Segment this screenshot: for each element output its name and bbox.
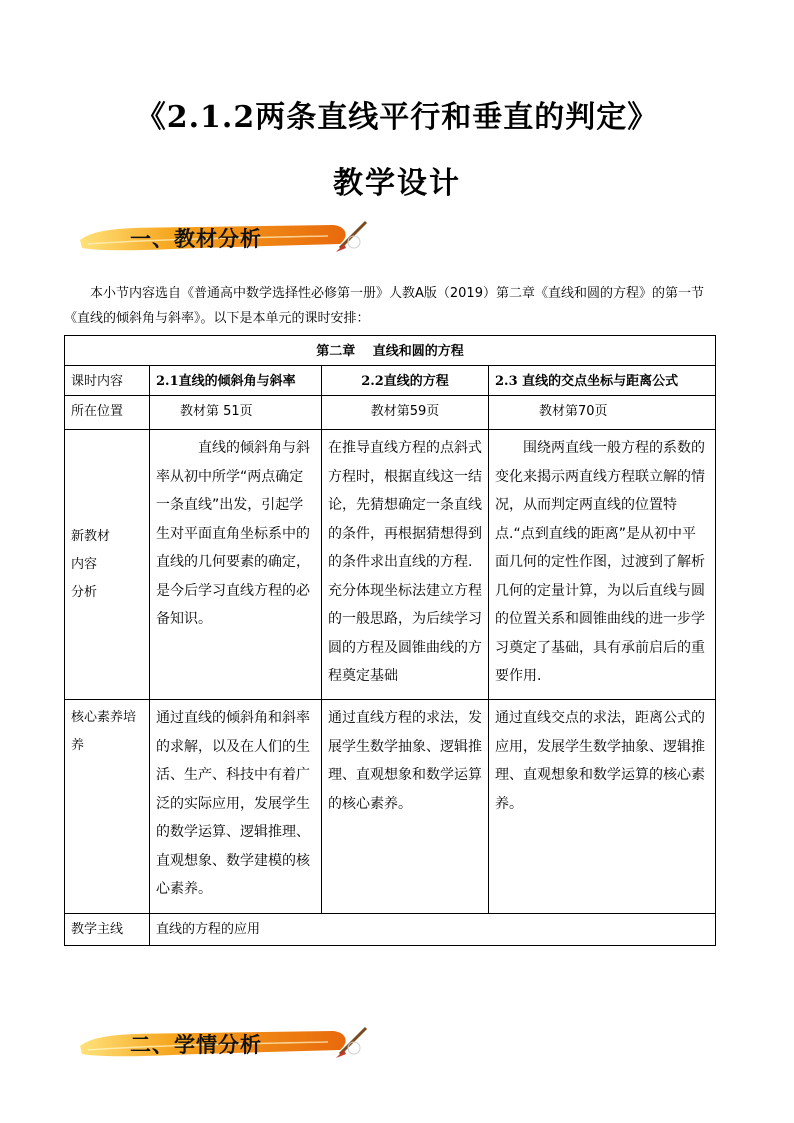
row-label: 核心素养培养 <box>65 700 150 914</box>
intro-paragraph: 本小节内容选自《普通高中数学选择性必修第一册》人教A版（2019）第二章《直线和圆的方程》的第一节《直线的倾斜角与斜率》。以下是本单元的课时安排： <box>64 286 704 326</box>
row-label-line: 新教材 <box>71 528 111 544</box>
table-cell: 教材第59页 <box>322 396 489 430</box>
table-cell: 在推导直线方程的点斜式方程时，根据直线这一结论，先猜想确定一条直线的条件，再根据猜想得到的条件求出直线的方程.充分体现坐标法建立方程的一般思路，为后续学习圆的方程及圆锥曲线的方程奠定基础 <box>322 430 489 700</box>
lesson-schedule-table <box>64 335 716 946</box>
document-title: 《2.1.2两条直线平行和垂直的判定》 <box>135 100 659 135</box>
row-label: 教学主线 <box>65 914 150 946</box>
document-subtitle: 教学设计 <box>333 166 461 201</box>
row-label-line: 内容 <box>71 556 98 572</box>
table-row <box>65 430 716 700</box>
table-cell: 教材第 51页 <box>150 396 322 430</box>
table-cell: 教材第70页 <box>489 396 716 430</box>
table-row <box>65 914 716 946</box>
table-row <box>65 336 716 366</box>
table-cell: 围绕两直线一般方程的系数的变化来揭示两直线方程联立解的情况，从而判定两直线的位置特点.“点到直线的距离”是从初中平面几何的定性作图，过渡到了解析几何的定量计算，为以后直线与圆的位置关系和圆锥曲线的进一步学习奠定了基础，具有承前启后的重要作用. <box>489 430 716 700</box>
section-banner-1 <box>78 218 378 258</box>
section-2-heading: 二、学情分析 <box>130 1033 262 1057</box>
section-banner-2 <box>78 1024 378 1064</box>
row-label <box>65 430 150 700</box>
column-heading: 2.1直线的倾斜角与斜率 <box>150 366 322 396</box>
column-heading: 2.2直线的方程 <box>322 366 489 396</box>
row-label: 课时内容 <box>65 366 150 396</box>
table-cell: 通过直线方程的求法，发展学生数学抽象、逻辑推理、直观想象和数学运算的核心素养。 <box>322 700 489 914</box>
table-row <box>65 700 716 914</box>
table-cell: 直线的方程的应用 <box>150 914 716 946</box>
row-label-line: 分析 <box>71 584 98 600</box>
table-row <box>65 366 716 396</box>
table-cell: 通过直线交点的求法，距离公式的应用，发展学生数学抽象、逻辑推理、直观想象和数学运算的核心素养。 <box>489 700 716 914</box>
chapter-heading-cell: 第二章 直线和圆的方程 <box>65 336 716 366</box>
row-label: 所在位置 <box>65 396 150 430</box>
table-cell: 通过直线的倾斜角和斜率的求解，以及在人们的生活、生产、科技中有着广泛的实际应用，发展学生的数学运算、逻辑推理、直观想象、数学建模的核心素养。 <box>150 700 322 914</box>
section-1-heading: 一、教材分析 <box>130 227 262 251</box>
table-cell: 直线的倾斜角与斜率从初中所学“两点确定一条直线”出发，引起学生对平面直角坐标系中的直线的几何要素的确定，是今后学习直线方程的必备知识。 <box>150 430 322 700</box>
table-row <box>65 396 716 430</box>
column-heading: 2.3 直线的交点坐标与距离公式 <box>489 366 716 396</box>
